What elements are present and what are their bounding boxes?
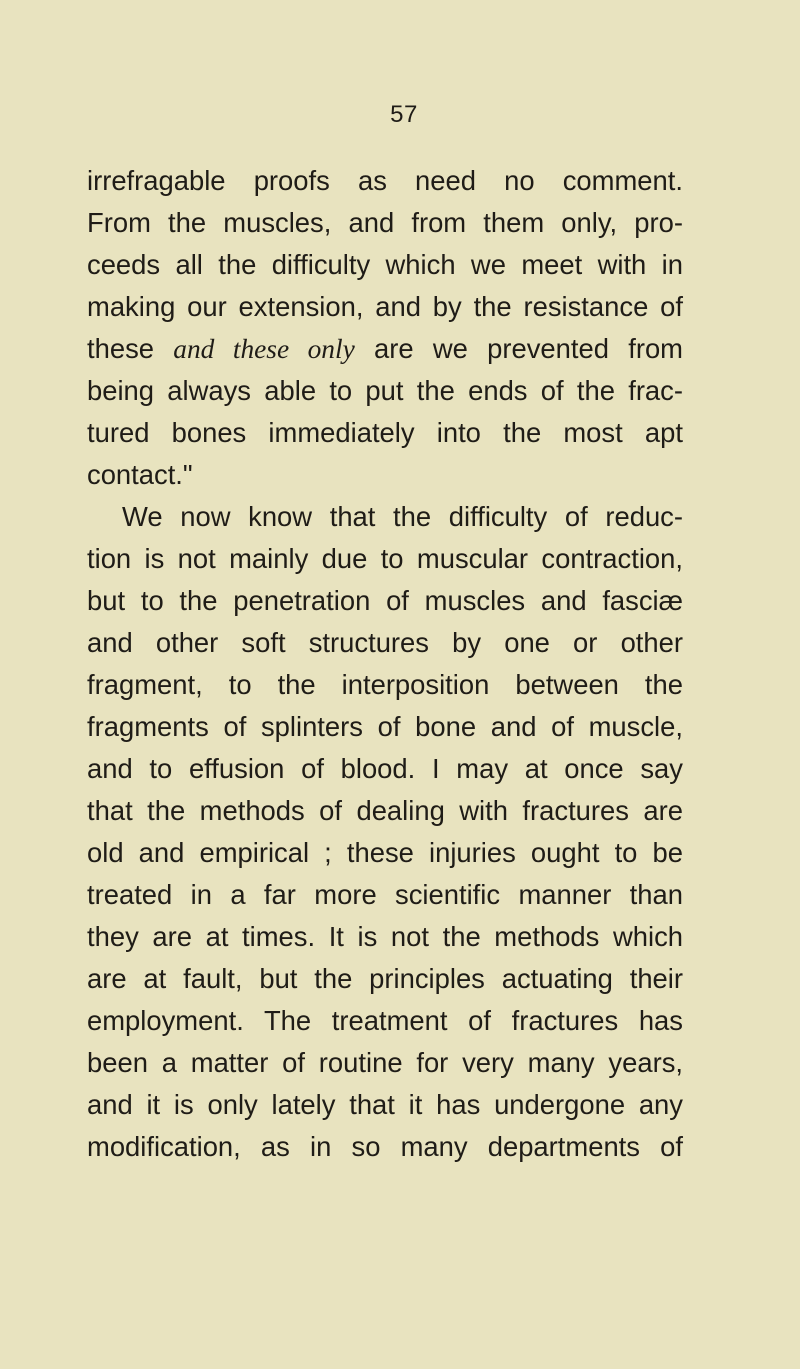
text-line-3: ceeds all the difficulty which we meet with in	[87, 249, 683, 280]
text-line-23: and it is only lately that it has undergone any	[87, 1089, 683, 1120]
text-line-21: employment. The treatment of fractures has	[87, 1005, 683, 1036]
text-line-6: being always able to put the ends of the frac-	[87, 375, 683, 406]
text-line-18: treated in a far more scientific manner than	[87, 879, 683, 910]
text-line-22: been a matter of routine for very many years,	[87, 1047, 683, 1078]
text-line-20: are at fault, but the principles actuating their	[87, 963, 683, 994]
text-line-12: and other soft structures by one or other	[87, 627, 683, 658]
text-line-4: making our extension, and by the resistance of	[87, 291, 683, 322]
text-line-11: but to the penetration of muscles and fasciæ	[87, 585, 683, 616]
text-line-10: tion is not mainly due to muscular contraction,	[87, 543, 683, 574]
text-line-16: that the methods of dealing with fractures are	[87, 795, 683, 826]
text-line-8: contact."	[87, 459, 193, 490]
text-line-17: old and empirical ; these injuries ought to be	[87, 837, 683, 868]
text-line-1: irrefragable proofs as need no comment.	[87, 165, 683, 196]
body-text	[87, 160, 683, 1168]
text-line-7: tured bones immediately into the most apt	[87, 417, 683, 448]
text-line-2: From the muscles, and from them only, pro-	[87, 207, 683, 238]
text-line-13: fragment, to the interposition between the	[87, 669, 683, 700]
page-number: 57	[390, 101, 418, 128]
text-line-9: We now know that the difficulty of reduc-	[122, 501, 683, 532]
text-line-15: and to effusion of blood. I may at once say	[87, 753, 683, 784]
text-line-5: these and these only are we prevented from	[87, 333, 684, 364]
text-line-19: they are at times. It is not the methods which	[87, 921, 683, 952]
italic-emphasis: and these only	[173, 334, 355, 364]
text-line-14: fragments of splinters of bone and of muscle,	[87, 711, 683, 742]
text-line-24: modification, as in so many departments of	[87, 1131, 683, 1162]
